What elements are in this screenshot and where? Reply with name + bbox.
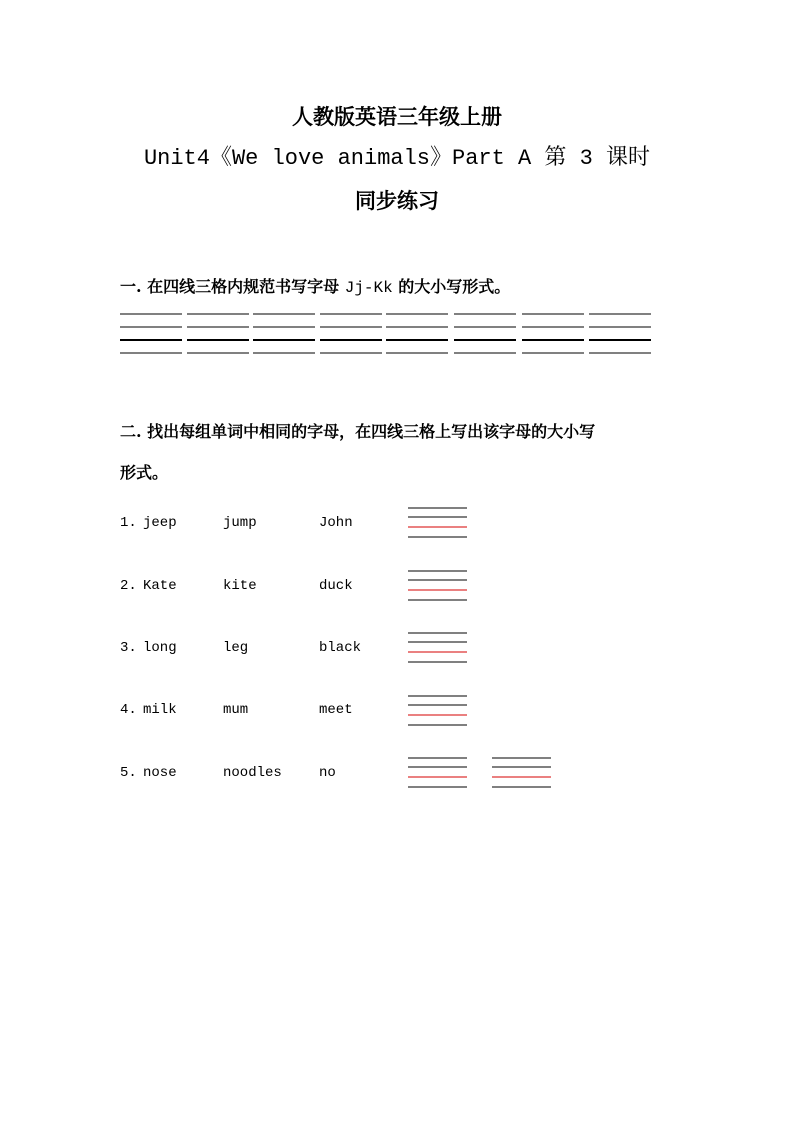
word-3: no <box>319 765 336 781</box>
word-1: jeep <box>143 515 177 531</box>
word-3: meet <box>319 702 353 718</box>
word-1: milk <box>143 702 177 718</box>
answer-grid[interactable] <box>408 571 467 600</box>
answer-grid[interactable] <box>408 696 467 725</box>
word-3: duck <box>319 578 353 594</box>
question-number: 5. <box>120 765 137 781</box>
question-number: 2. <box>120 578 137 594</box>
section-1-prefix: 一. 在四线三格内规范书写字母 <box>120 277 345 296</box>
section-2-instruction-line1: 二. 找出每组单词中相同的字母，在四线三格上写出该字母的大小写 <box>120 422 596 441</box>
word-2: jump <box>223 515 257 531</box>
word-1: Kate <box>143 578 177 594</box>
section-1-letters: Jj-Kk <box>344 279 393 297</box>
worksheet-title: 人教版英语三年级上册 <box>292 104 502 129</box>
section-1-suffix: 的大小写形式。 <box>392 277 511 296</box>
answer-grid[interactable] <box>408 633 467 662</box>
answer-grid[interactable] <box>408 508 467 537</box>
section-2-instruction-line2: 形式。 <box>120 463 169 482</box>
worksheet-type: 同步练习 <box>355 188 439 213</box>
answer-grid[interactable] <box>492 758 551 787</box>
question-number: 4. <box>120 702 137 718</box>
word-2: mum <box>223 702 249 718</box>
word-2: leg <box>223 640 249 656</box>
word-2: noodles <box>223 765 282 781</box>
question-number: 3. <box>120 640 137 656</box>
word-3: black <box>319 640 362 656</box>
worksheet-subtitle: Unit4《We love animals》Part A 第 3 课时 <box>143 146 651 171</box>
word-1: long <box>143 640 177 656</box>
answer-grid[interactable] <box>408 758 467 787</box>
question-number: 1. <box>120 515 137 531</box>
word-3: John <box>319 515 353 531</box>
word-2: kite <box>223 578 257 594</box>
word-1: nose <box>143 765 177 781</box>
